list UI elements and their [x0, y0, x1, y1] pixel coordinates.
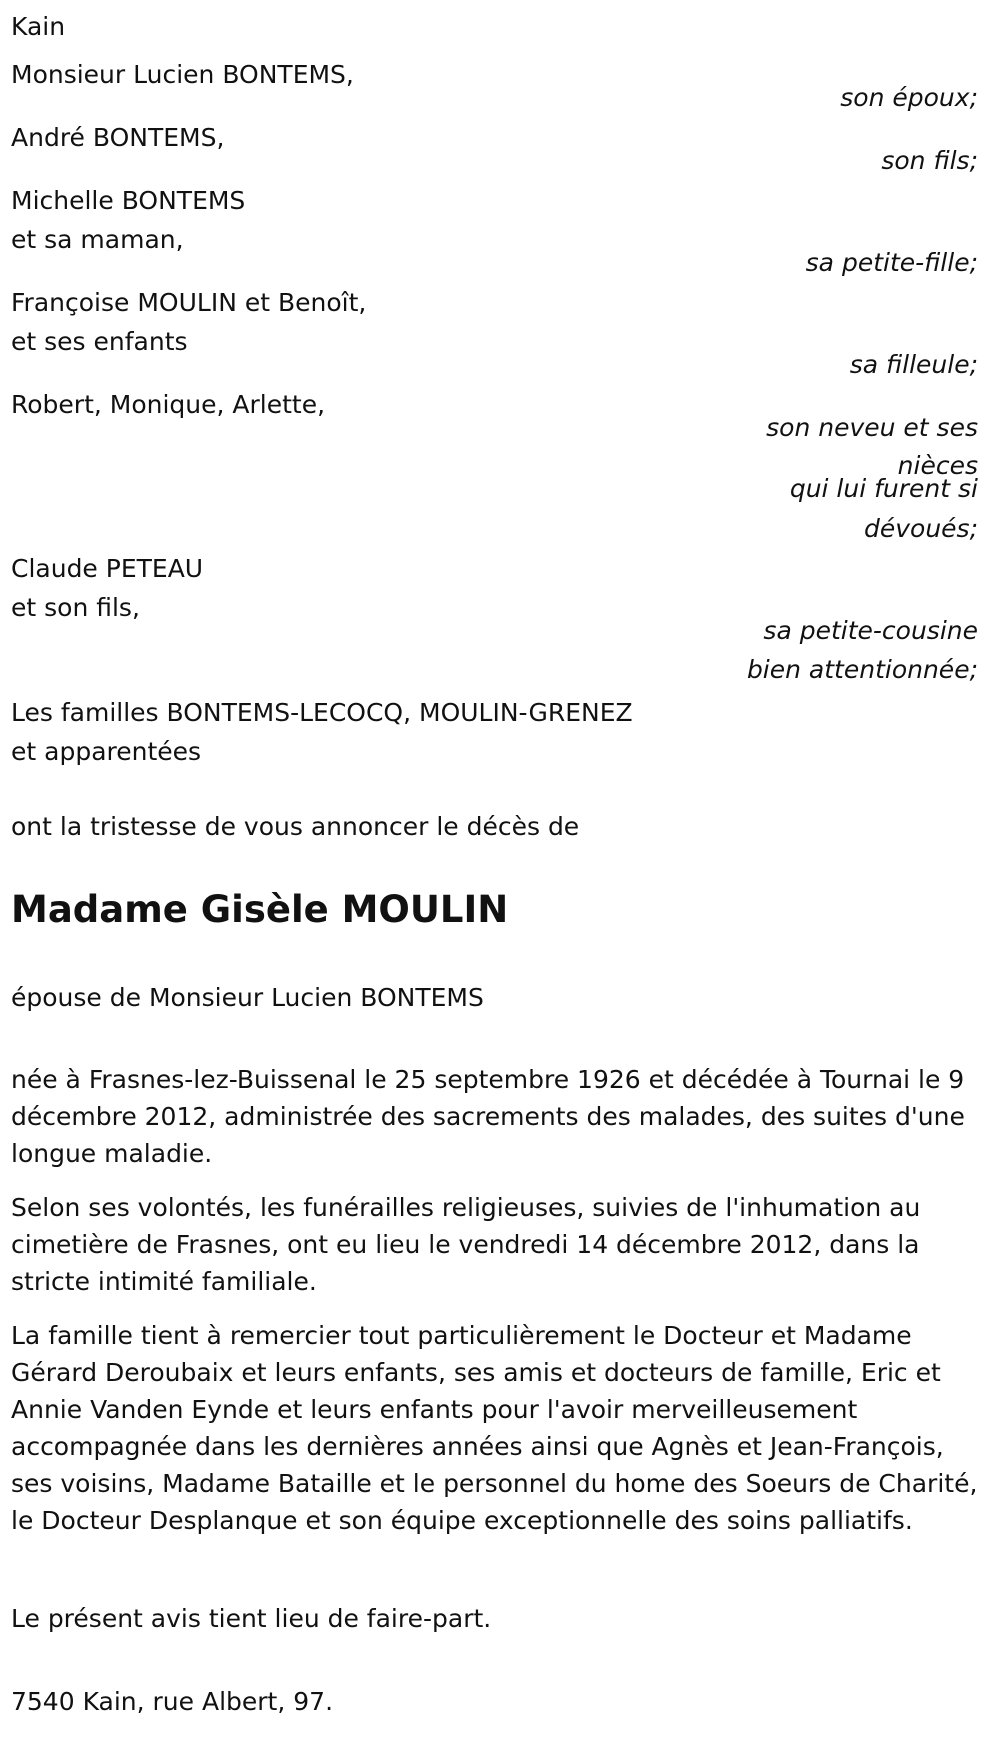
funeral-paragraph: Selon ses volontés, les funérailles religieuses, suivies de l'inhumation au cimetière de Frasnes, ont eu lieu le vendredi 14 décembre 2012, dans la stricte intimité familiale.: [11, 1193, 921, 1296]
family-name: et sa maman,: [11, 225, 184, 254]
family-name: Claude PETEAU: [11, 554, 204, 583]
family-relation: son époux;: [840, 83, 978, 112]
family-relation: bien attentionnée;: [746, 655, 978, 684]
family-relation: dévoués;: [863, 514, 978, 543]
families-line: Les familles BONTEMS-LECOCQ, MOULIN-GRENEZ: [11, 698, 633, 727]
family-name: et son fils,: [11, 593, 140, 622]
notice-paragraph: Le présent avis tient lieu de faire-part.: [11, 1604, 492, 1633]
family-relation: son fils;: [881, 146, 978, 175]
spouse-line: épouse de Monsieur Lucien BONTEMS: [11, 983, 484, 1012]
family-relation: son neveu et ses: [766, 413, 978, 442]
families-line: et apparentées: [11, 737, 202, 766]
family-relation: sa filleule;: [849, 350, 978, 379]
deceased-name: Madame Gisèle MOULIN: [11, 888, 509, 931]
thanks-paragraph: La famille tient à remercier tout particulièrement le Docteur et Madame Gérard Deroubaix et leurs enfants, ses amis et docteurs de famille, Eric et Annie Vanden Eynde et leurs enfants pour l'avoir merveilleusement accompagnée dans les dernières années ainsi que Agnès et Jean-François, ses voisins, Madame Bataille et le personnel du home des Soeurs de Charité, le Docteur Desplanque et son équipe exceptionnelle des soins palliatifs.: [11, 1321, 978, 1535]
family-relation: sa petite-cousine: [763, 616, 978, 645]
family-name: André BONTEMS,: [11, 123, 225, 152]
birth-death-paragraph: née à Frasnes-lez-Buissenal le 25 septembre 1926 et décédée à Tournai le 9 décembre 2012, administrée des sacrements des malades, des suites d'une longue maladie.: [11, 1065, 965, 1168]
announcement-text: ont la tristesse de vous annoncer le décès de: [11, 812, 580, 841]
family-name: Françoise MOULIN et Benoît,: [11, 288, 367, 317]
family-name: Monsieur Lucien BONTEMS,: [11, 60, 354, 89]
address-line: 7540 Kain, rue Albert, 97.: [11, 1687, 334, 1716]
family-relation: nièces: [897, 451, 978, 480]
family-relation: qui lui furent si: [789, 474, 978, 503]
family-relation: sa petite-fille;: [805, 248, 978, 277]
family-name: Robert, Monique, Arlette,: [11, 390, 326, 419]
family-name: Michelle BONTEMS: [11, 186, 246, 215]
family-name: et ses enfants: [11, 327, 188, 356]
location-header: Kain: [11, 12, 66, 41]
